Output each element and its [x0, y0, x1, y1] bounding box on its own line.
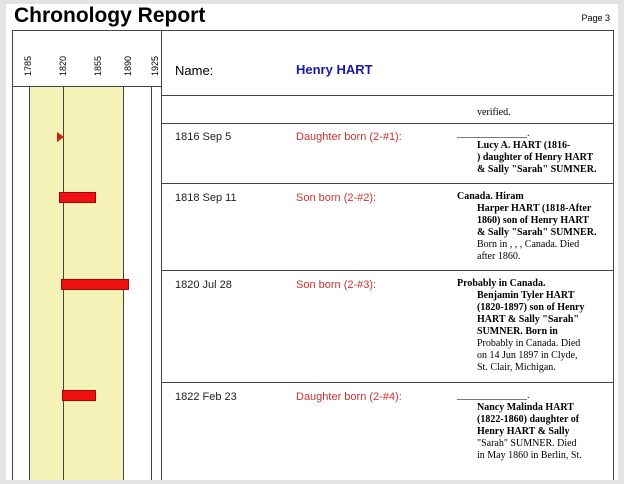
event-marker	[57, 132, 64, 142]
event-type: Son born (2-#2):	[296, 192, 377, 204]
event-date: 1816 Sep 5	[175, 131, 232, 143]
report-title: Chronology Report	[14, 4, 206, 27]
page-number: Page 3	[581, 13, 610, 23]
event-notes: ______________. Lucy A. HART (1816- ) daughter of Henry HART & Sally "Sarah" SUMNER.	[457, 128, 597, 175]
year-label: 1820	[58, 55, 68, 77]
year-label: 1925	[150, 55, 160, 77]
event-notes: Probably in Canada. Benjamin Tyler HART (1820-1897) son of Henry HART & Sally "Sarah" SUMNER. Born in Probably in Canada. Died on 14 Jun 1897 in Clyde, St. Clair, Michigan.	[457, 278, 585, 373]
chronology-table	[12, 30, 614, 480]
event-type: Daughter born (2-#4):	[296, 391, 402, 403]
event-date: 1820 Jul 28	[175, 279, 232, 291]
event-type: Son born (2-#3):	[296, 279, 377, 291]
person-name: Henry HART	[296, 62, 373, 77]
event-date: 1822 Feb 23	[175, 391, 237, 403]
row-divider	[162, 183, 613, 184]
event-date: 1818 Sep 11	[175, 192, 237, 204]
event-bar	[61, 279, 129, 290]
timeline-gridline	[151, 87, 152, 480]
year-label: 1785	[23, 55, 33, 77]
report-page	[6, 4, 618, 480]
name-label: Name:	[175, 63, 214, 78]
row-divider	[162, 95, 613, 96]
event-type: Daughter born (2-#1):	[296, 131, 402, 143]
row-divider	[162, 123, 613, 124]
row-divider	[162, 270, 613, 271]
event-bar	[59, 192, 96, 203]
year-label: 1890	[123, 55, 133, 77]
timeline-column	[13, 31, 162, 480]
row-divider	[162, 382, 613, 383]
year-label: 1855	[93, 55, 103, 77]
event-notes: verified.	[477, 107, 511, 118]
event-bar	[62, 390, 96, 401]
timeline-gridline	[29, 87, 30, 480]
event-notes: ______________. Nancy Malinda HART (1822-1860) daughter of Henry HART & Sally "Sarah" SUMNER. Died in May 1860 in Berlin, St.	[457, 390, 582, 461]
event-notes: Canada. Hiram Harper HART (1818-After 1860) son of Henry HART & Sally "Sarah" SUMNER. Born in , , , Canada. Died after 1860.	[457, 191, 597, 262]
